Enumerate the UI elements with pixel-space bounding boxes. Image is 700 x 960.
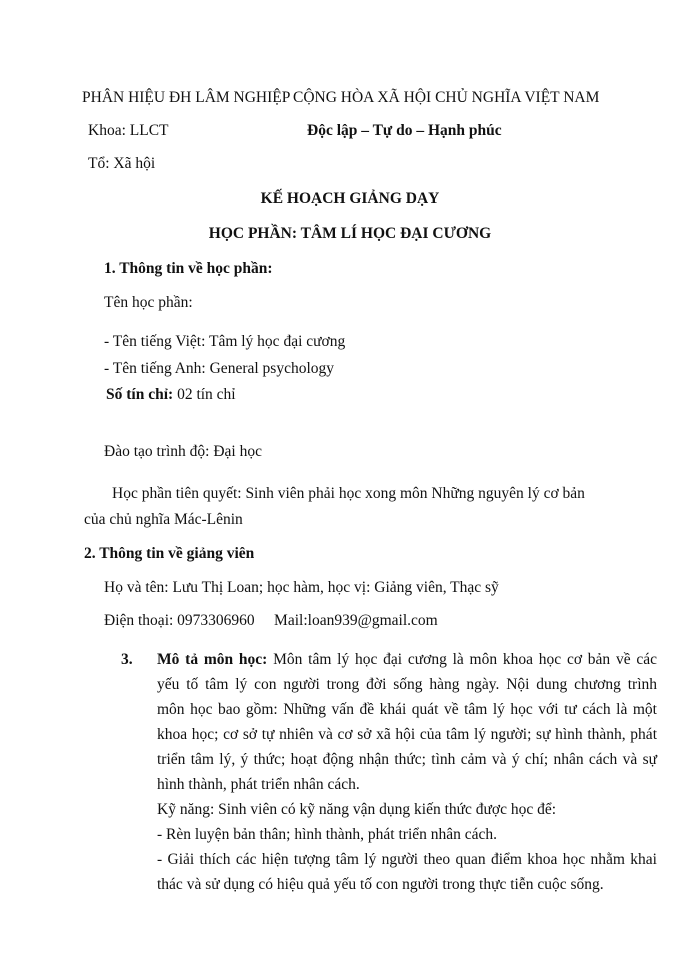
description-line: khoa học; cơ sở tự nhiên và cơ sở xã hội của tâm lý người; sự hình thành, phát — [157, 726, 657, 743]
description-line: yếu tố tâm lý con người trong đời sống hàng ngày. Nội dung chương trình — [157, 676, 657, 693]
section1-heading: 1. Thông tin về học phần: — [104, 260, 273, 277]
section2-heading: 2. Thông tin về giảng viên — [84, 545, 255, 562]
description-line: hình thành, phát triển nhân cách. — [157, 776, 360, 793]
course-name-label: Tên học phần: — [104, 294, 193, 311]
section3-label: Mô tả môn học: — [157, 651, 268, 668]
course-name-en: - Tên tiếng Anh: General psychology — [104, 360, 335, 377]
skills-line: - Giải thích các hiện tượng tâm lý người theo quan điểm khoa học nhằm khai — [157, 851, 657, 868]
prerequisite-line-2: của chủ nghĩa Mác-Lênin — [84, 511, 243, 528]
group: Tổ: Xã hội — [88, 155, 156, 172]
lecturer-contact: Điện thoại: 0973306960 Mail:loan939@gmail.com — [104, 612, 438, 629]
credits-value: 02 tín chỉ — [173, 386, 236, 403]
faculty: Khoa: LLCT — [88, 122, 169, 139]
section3-number: 3. — [121, 651, 133, 668]
description-text: Môn tâm lý học đại cương là môn khoa học cơ bản về các — [267, 651, 657, 668]
lecturer-name: Họ và tên: Lưu Thị Loan; học hàm, học vị: Giảng viên, Thạc sỹ — [104, 579, 499, 596]
skills-line: thác và sử dụng có hiệu quả yếu tố con người trong thực tiễn cuộc sống. — [157, 876, 604, 893]
doc-subtitle: HỌC PHẦN: TÂM LÍ HỌC ĐẠI CƯƠNG — [208, 225, 492, 242]
description-line: môn học bao gồm: Những vấn đề khái quát về tâm lý học với tư cách là một — [157, 701, 657, 718]
motto: Độc lập – Tự do – Hạnh phúc — [307, 122, 502, 139]
credits — [106, 385, 236, 405]
skills-line: Kỹ năng: Sinh viên có kỹ năng vận dụng kiến thức được học để: — [157, 801, 557, 818]
prerequisite-line-1: Học phần tiên quyết: Sinh viên phải học xong môn Những nguyên lý cơ bản — [112, 485, 585, 502]
republic-name: CỘNG HÒA XÃ HỘI CHỦ NGHĨA VIỆT NAM — [293, 89, 600, 106]
school-name: PHÂN HIỆU ĐH LÂM NGHIỆP — [82, 89, 291, 106]
training-level: Đào tạo trình độ: Đại học — [104, 443, 262, 460]
skills-line: - Rèn luyện bản thân; hình thành, phát triển nhân cách. — [157, 826, 498, 843]
description-line — [157, 650, 657, 670]
doc-title: KẾ HOẠCH GIẢNG DẠY — [260, 190, 440, 207]
credits-label: Số tín chỉ: — [106, 386, 174, 403]
description-line: triển tâm lý, ý thức; hoạt động nhận thức; tình cảm và ý chí; nhân cách và sự — [157, 751, 657, 768]
course-name-vi: - Tên tiếng Việt: Tâm lý học đại cương — [104, 333, 346, 350]
